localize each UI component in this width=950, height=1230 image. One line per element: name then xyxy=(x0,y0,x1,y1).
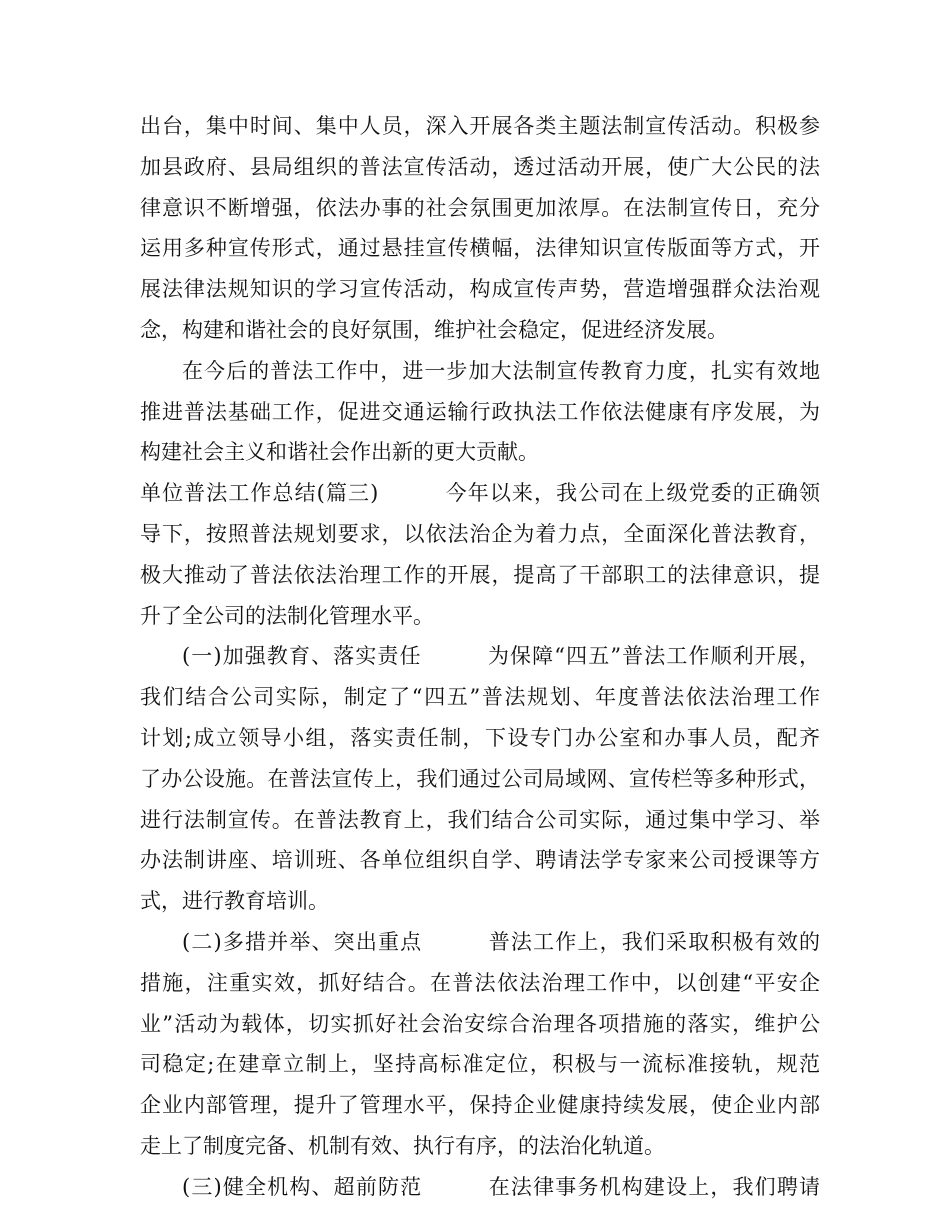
text-line: 进行法制宣传。在普法教育上，我们结合公司实际，通过集中学习、举 xyxy=(140,807,820,832)
text-line: 司稳定;在建章立制上，坚持高标准定位，积极与一流标准接轨，规范 xyxy=(140,1052,820,1077)
text-line: 在今后的普法工作中，进一步加大法制宣传教育力度，扎实有效地 xyxy=(182,358,820,383)
text-line: 办法制讲座、培训班、各单位组织自学、聘请法学专家来公司授课等方 xyxy=(140,848,820,873)
subsection-heading-line: (三)健全机构、超前防范 在法律事务机构建设上，我们聘请 xyxy=(182,1174,820,1199)
text-line: 导下，按照普法规划要求，以依法治企为着力点，全面深化普法教育， xyxy=(140,521,820,546)
text-line: 运用多种宣传形式，通过悬挂宣传横幅，法律知识宣传版面等方式，开 xyxy=(140,236,820,261)
text-line: 措施，注重实效，抓好结合。在普法依法治理工作中，以创建“平安企 xyxy=(140,970,820,995)
text-line: 展法律法规知识的学习宣传活动，构成宣传声势，营造增强群众法治观 xyxy=(140,277,820,302)
text-line: 构建社会主义和谐社会作出新的更大贡献。 xyxy=(140,440,539,465)
text-line: 出台，集中时间、集中人员，深入开展各类主题法制宣传活动。积极参 xyxy=(140,114,820,138)
text-line: 计划;成立领导小组，落实责任制，下设专门办公室和办事人员，配齐 xyxy=(140,725,820,750)
text-line: 式，进行教育培训。 xyxy=(140,889,329,914)
document-page xyxy=(140,106,820,1208)
text-line: 走上了制度完备、机制有效、执行有序，的法治化轨道。 xyxy=(140,1133,665,1158)
text-line: 业”活动为载体，切实抓好社会治安综合治理各项措施的落实，维护公 xyxy=(140,1011,820,1036)
subsection-heading-line: (一)加强教育、落实责任 为保障“四五”普法工作顺利开展， xyxy=(182,644,820,669)
section-heading-line: 单位普法工作总结(篇三) 今年以来，我公司在上级党委的正确领 xyxy=(140,481,820,506)
text-line: 加县政府、县局组织的普法宣传活动，透过活动开展，使广大公民的法 xyxy=(140,154,820,179)
text-line: 念，构建和谐社会的良好氛围，维护社会稳定，促进经济发展。 xyxy=(140,317,728,342)
text-line: 极大推动了普法依法治理工作的开展，提高了干部职工的法律意识，提 xyxy=(140,562,820,587)
text-line: 了办公设施。在普法宣传上，我们通过公司局域网、宣传栏等多种形式， xyxy=(140,766,820,791)
subsection-heading-line: (二)多措并举、突出重点 普法工作上，我们采取积极有效的 xyxy=(182,929,820,954)
text-line: 升了全公司的法制化管理水平。 xyxy=(140,603,434,628)
text-line: 推进普法基础工作，促进交通运输行政执法工作依法健康有序发展，为 xyxy=(140,399,820,424)
text-line: 律意识不断增强，依法办事的社会氛围更加浓厚。在法制宣传日，充分 xyxy=(140,195,820,220)
text-line: 我们结合公司实际，制定了“四五”普法规划、年度普法依法治理工作 xyxy=(140,685,820,710)
text-line: 企业内部管理，提升了管理水平，保持企业健康持续发展，使企业内部 xyxy=(140,1093,820,1118)
